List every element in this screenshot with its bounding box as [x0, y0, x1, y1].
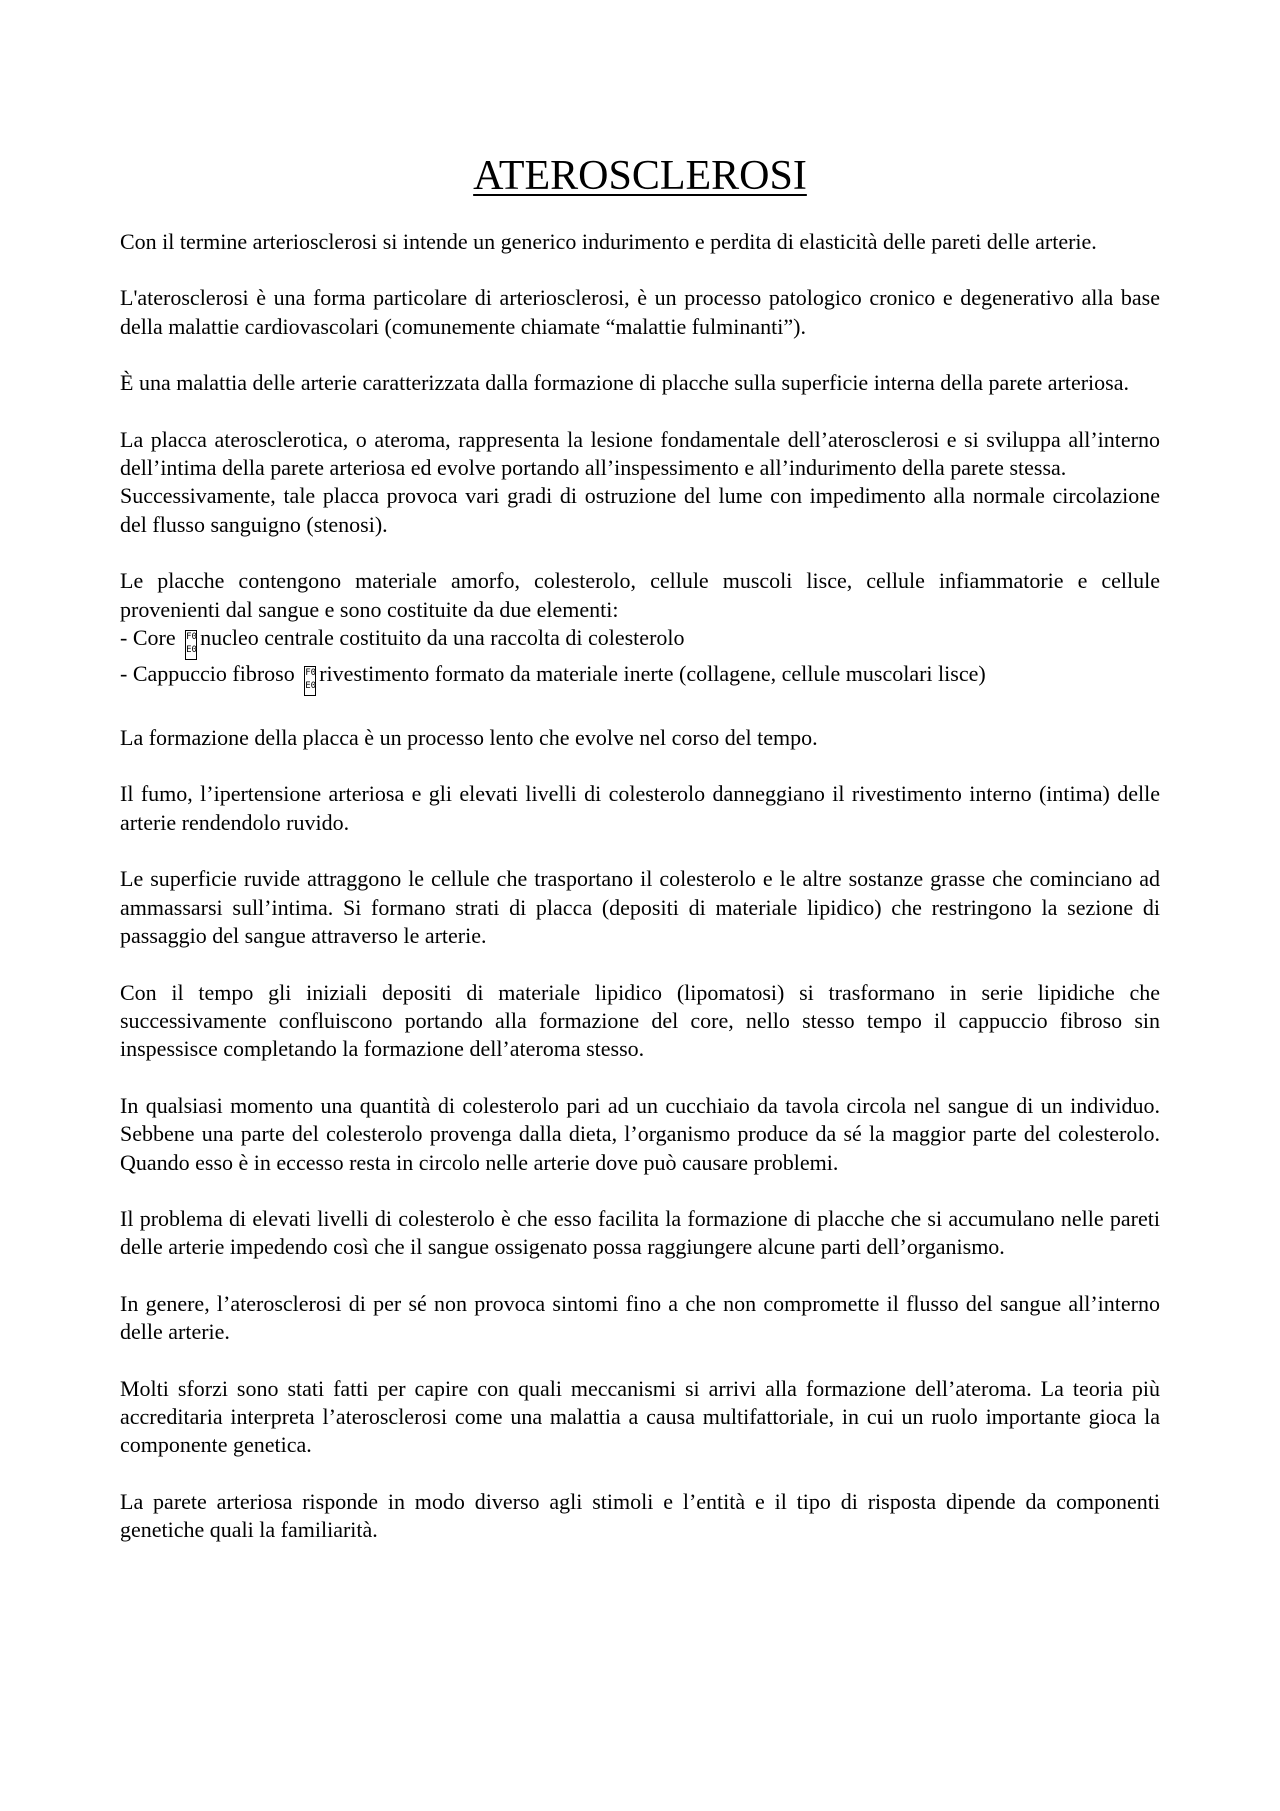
- missing-glyph-icon: F0 E0: [304, 666, 316, 696]
- element-cappuccio-text: rivestimento formato da materiale inerte (collagene, cellule muscolari lisce): [319, 661, 986, 687]
- paragraph-3: È una malattia delle arterie caratterizzata dalla formazione di placche sulla superficie interna della parete arteriosa.: [120, 370, 1129, 396]
- paragraph-12: Il problema di elevati livelli di colesterolo è che esso facilita la formazione di placche che si accumulano nelle pareti delle arterie impedendo così che il sangue ossigenato possa raggiungere alcune parti dell’organismo.: [120, 1205, 1160, 1260]
- paragraph-5: Successivamente, tale placca provoca vari gradi di ostruzione del lume con impedimento alla normale circolazione del flusso sanguigno (stenosi).: [120, 483, 1160, 537]
- element-core-text: nucleo centrale costituito da una raccolta di colesterolo: [200, 625, 685, 651]
- paragraph-9: Le superficie ruvide attraggono le cellule che trasportano il colesterolo e le altre sostanze grasse che cominciano ad ammassarsi sull’intima. Si formano strati di placca (depositi di materiale lipidico) che restringono la sezione di passaggio del sangue attraverso le arterie.: [120, 866, 1160, 949]
- missing-glyph-icon: F0 E0: [185, 630, 197, 660]
- paragraph-1: Con il termine arteriosclerosi si intende un generico indurimento e perdita di elasticità delle pareti delle arterie.: [120, 229, 1097, 254]
- paragraph-6: [120, 567, 1160, 696]
- page-title: ATEROSCLEROSI: [473, 153, 807, 199]
- element-core-label: - Core: [120, 625, 182, 651]
- paragraph-11: In qualsiasi momento una quantità di colesterolo pari ad un cucchiaio da tavola circola nel sangue di un individuo. Sebbene una parte del colesterolo provenga dalla dieta, l’organismo produce da sé la maggior parte del colesterolo. Quando esso è in eccesso resta in circolo nelle arterie dove può causare problemi.: [120, 1092, 1160, 1175]
- paragraph-13: In genere, l’aterosclerosi di per sé non provoca sintomi fino a che non compromette il flusso del sangue all’interno delle arterie.: [120, 1290, 1160, 1345]
- paragraph-4: La placca aterosclerotica, o ateroma, rappresenta la lesione fondamentale dell’aterosclerosi e si sviluppa all’interno dell’intima della parete arteriosa ed evolve portando all’inspessimento e all’indurimento della parete stessa.: [120, 426, 1160, 481]
- elements-intro: Le placche contengono materiale amorfo, colesterolo, cellule muscoli lisce, cellule infiammatorie e cellule provenienti dal sangue e sono costituite da due elementi:: [120, 568, 1160, 622]
- paragraph-8: Il fumo, l’ipertensione arteriosa e gli elevati livelli di colesterolo danneggiano il rivestimento interno (intima) delle arterie rendendolo ruvido.: [120, 781, 1160, 835]
- paragraph-2: L'aterosclerosi è una forma particolare di arteriosclerosi, è un processo patologico cronico e degenerativo alla base della malattie cardiovascolari (comunemente chiamate “malattie fulminanti”).: [120, 285, 1160, 339]
- element-cappuccio: [120, 660, 1160, 696]
- paragraph-15: La parete arteriosa risponde in modo diverso agli stimoli e l’entità e il tipo di risposta dipende da componenti genetiche quali la familiarità.: [120, 1488, 1160, 1543]
- paragraph-14: Molti sforzi sono stati fatti per capire con quali meccanismi si arrivi alla formazione dell’ateroma. La teoria più accreditaria interpreta l’aterosclerosi come una malattia a causa multifattoriale, in cui un ruolo importante gioca la componente genetica.: [120, 1375, 1160, 1458]
- document-page: [120, 150, 1160, 1573]
- element-cappuccio-label: - Cappuccio fibroso: [120, 661, 301, 687]
- element-core: [120, 624, 1160, 660]
- paragraph-7: La formazione della placca è un processo lento che evolve nel corso del tempo.: [120, 725, 818, 751]
- paragraph-10: Con il tempo gli iniziali depositi di materiale lipidico (lipomatosi) si trasformano in serie lipidiche che successivamente confluiscono portando alla formazione del core, nello stesso tempo il cappuccio fibroso sin inspessisce completando la formazione dell’ateroma stesso.: [120, 979, 1160, 1062]
